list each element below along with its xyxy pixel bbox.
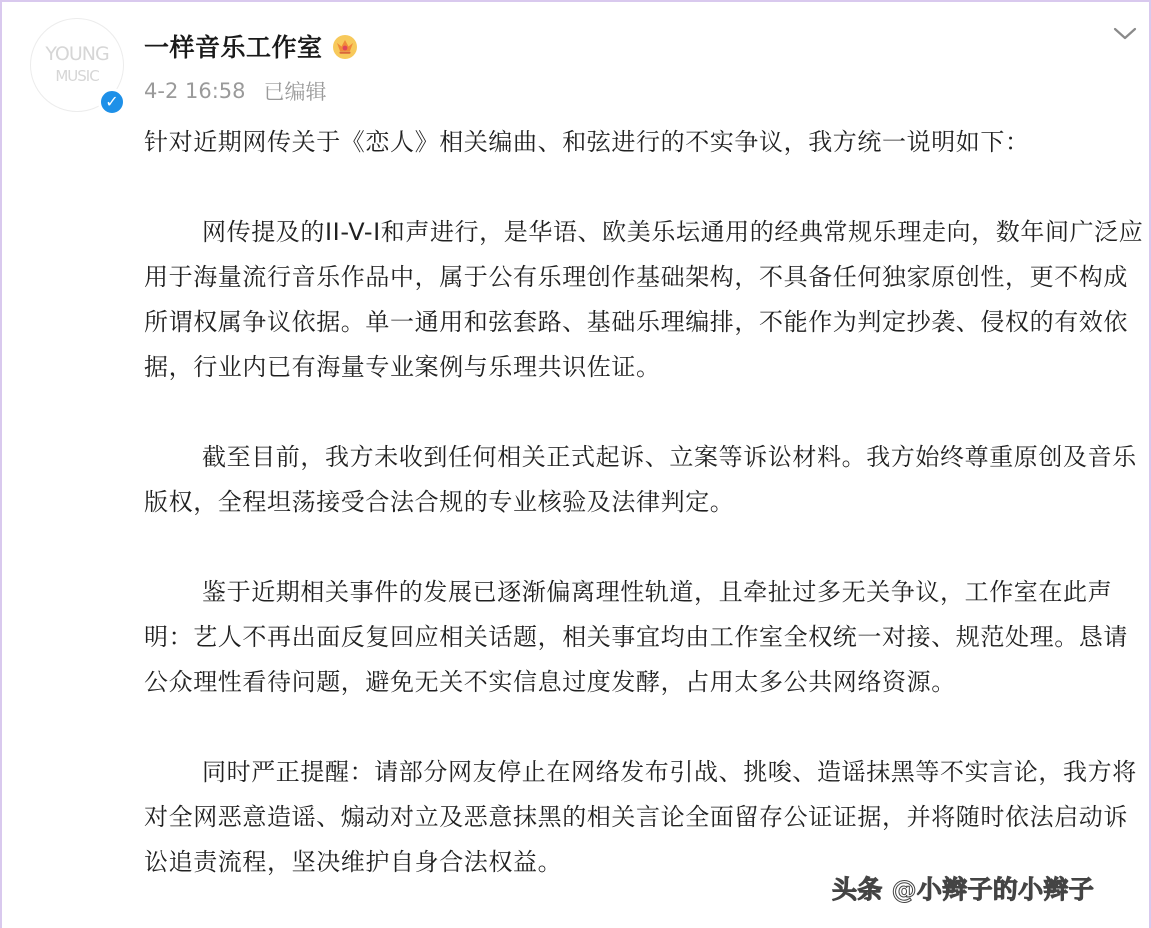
paragraph-gap bbox=[144, 165, 1144, 210]
verified-icon: ✓ bbox=[98, 88, 126, 116]
post-paragraph-3: 鉴于近期相关事件的发展已逐渐偏离理性轨道，且牵扯过多无关争议，工作室在此声明：艺人不再出面反复回应相关话题，相关事宜均由工作室全权统一对接、规范处理。恳请公众理性看待问题，避免无关不实信息过度发酵，占用太多公共网络资源。 bbox=[144, 578, 1128, 696]
post-text bbox=[144, 120, 1144, 885]
post-paragraph-4: 同时严正提醒：请部分网友停止在网络发布引战、挑唆、造谣抹黑等不实言论，我方将对全网恶意造谣、煽动对立及恶意抹黑的相关言论全面留存公证证据，并将随时依法启动诉讼追责流程，坚决维护自身合法权益。 bbox=[144, 758, 1137, 876]
chevron-down-icon[interactable] bbox=[1110, 18, 1140, 48]
paragraph-gap bbox=[144, 525, 1144, 570]
avatar-logo-line2: MUSIC bbox=[55, 67, 99, 85]
source-watermark: 头条 @小辫子的小辫子 bbox=[832, 875, 1095, 904]
post-paragraph-2: 截至目前，我方未收到任何相关正式起诉、立案等诉讼材料。我方始终尊重原创及音乐版权，全程坦荡接受合法合规的专业核验及法律判定。 bbox=[144, 443, 1137, 516]
post-paragraph-1: 网传提及的II-V-I和声进行，是华语、欧美乐坛通用的经典常规乐理走向，数年间广泛应用于海量流行音乐作品中，属于公有乐理创作基础架构，不具备任何独家原创性，更不构成所谓权属争议依据。单一通用和弦套路、基础乐理编排，不能作为判定抄袭、侵权的有效依据，行业内已有海量专业案例与乐理共识佐证。 bbox=[144, 218, 1144, 381]
post-timestamp: 4-2 16:58 bbox=[144, 79, 246, 103]
post-meta bbox=[144, 76, 327, 106]
username-row bbox=[144, 26, 359, 66]
edited-label[interactable]: 已编辑 bbox=[263, 80, 327, 104]
paragraph-gap bbox=[144, 705, 1144, 750]
paragraph-gap bbox=[144, 390, 1144, 435]
account-name[interactable]: 一样音乐工作室 bbox=[144, 33, 323, 62]
post-intro: 针对近期网传关于《恋人》相关编曲、和弦进行的不实争议，我方统一说明如下： bbox=[144, 128, 1030, 156]
avatar-logo-line1: YOUNG bbox=[45, 43, 109, 65]
crown-badge-icon[interactable] bbox=[331, 32, 359, 60]
